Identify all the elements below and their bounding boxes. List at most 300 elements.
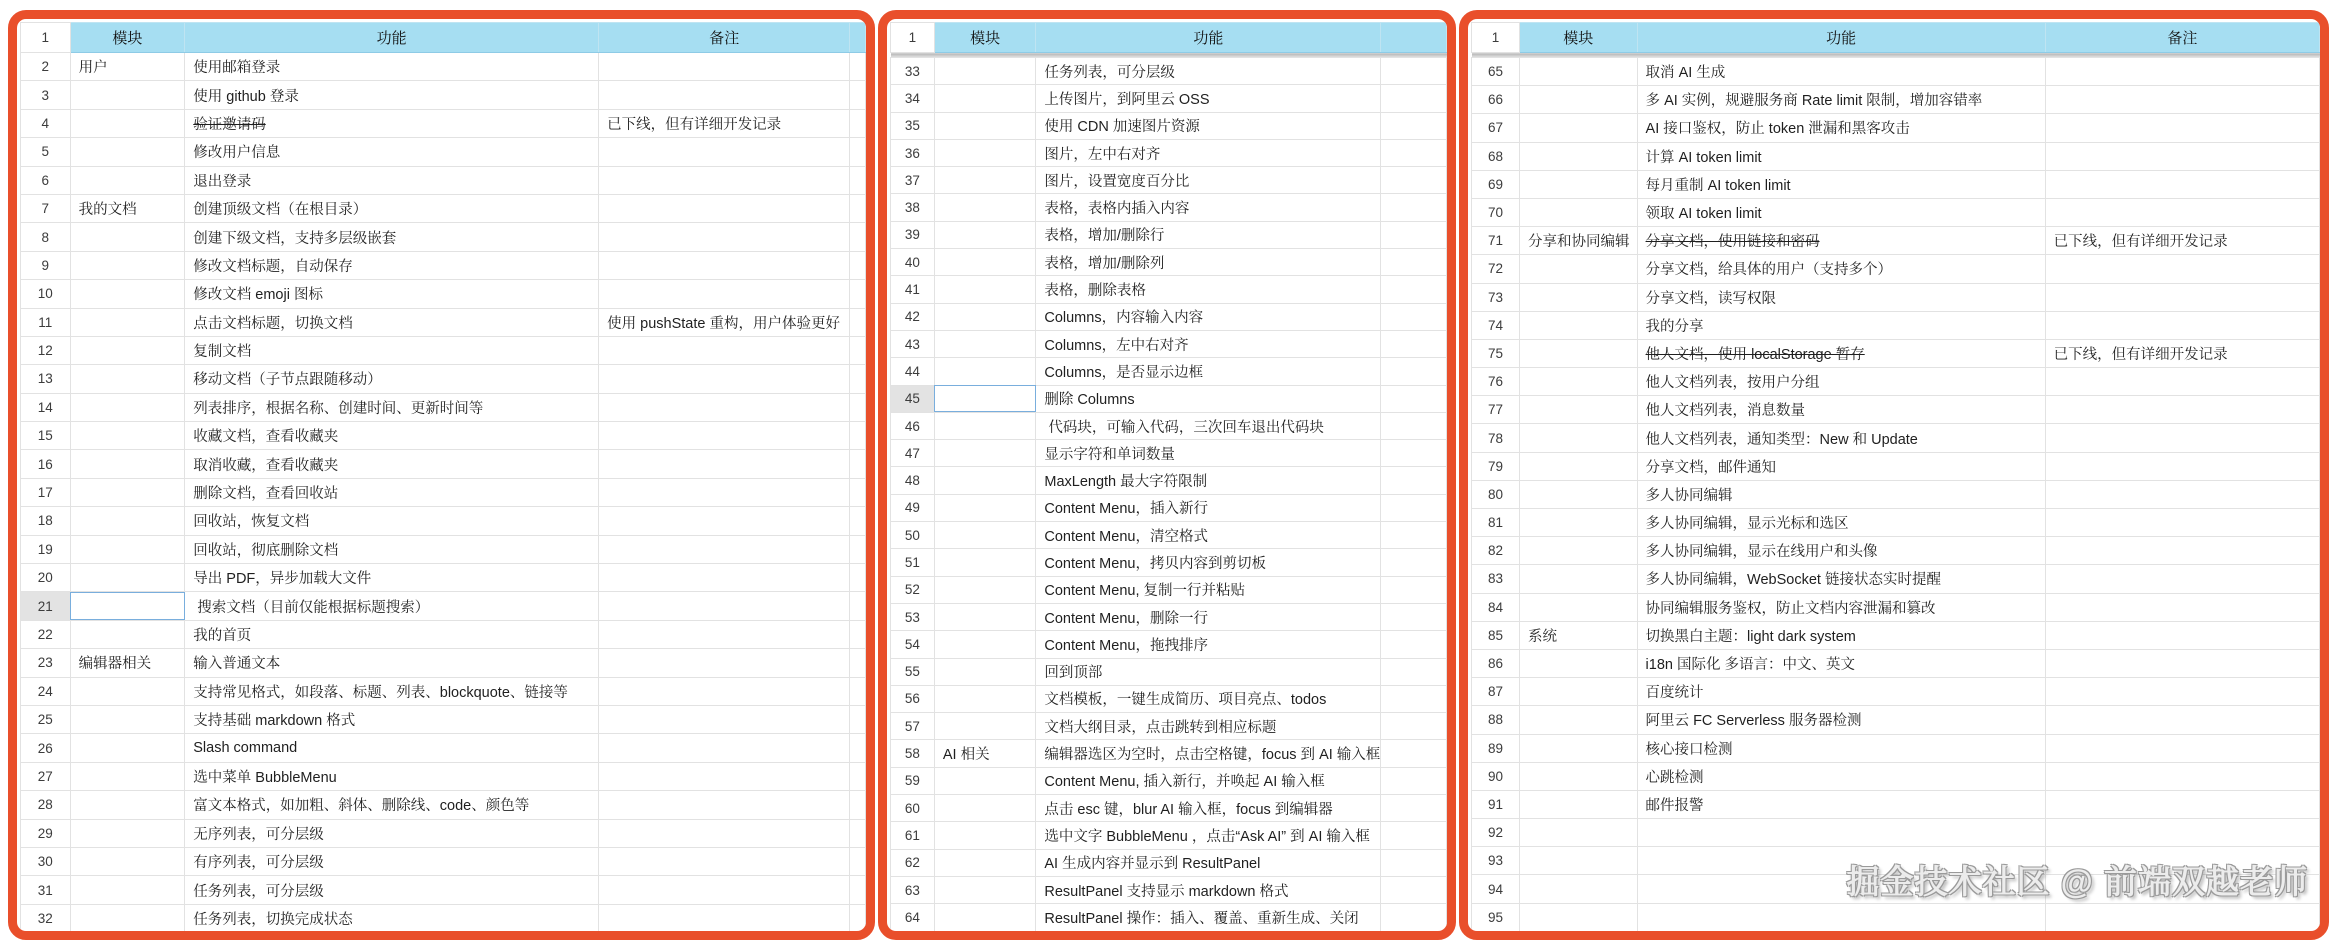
feature-cell[interactable]: 多人协同编辑: [1637, 480, 2045, 508]
feature-cell[interactable]: 分享文档，给具体的用户（支持多个）: [1637, 255, 2045, 283]
note-cell[interactable]: [2045, 86, 2319, 114]
feature-cell[interactable]: i18n 国际化 多语言：中文、英文: [1637, 649, 2045, 677]
note-cell[interactable]: [599, 592, 850, 620]
note-cell[interactable]: [2045, 396, 2319, 424]
note-cell[interactable]: [599, 847, 850, 875]
note-cell[interactable]: [599, 166, 850, 194]
feature-cell[interactable]: 多人协同编辑，WebSocket 链接状态实时提醒: [1637, 565, 2045, 593]
module-cell[interactable]: [1520, 339, 1638, 367]
row-number-cell[interactable]: 48: [891, 467, 935, 494]
header-row-number[interactable]: 1: [1472, 23, 1520, 53]
feature-cell[interactable]: 多人协同编辑，显示光标和选区: [1637, 509, 2045, 537]
row-number-cell[interactable]: 58: [891, 740, 935, 767]
module-cell[interactable]: 分享和协同编辑: [1520, 227, 1638, 255]
feature-cell[interactable]: AI 接口鉴权，防止 token 泄漏和黑客攻击: [1637, 114, 2045, 142]
row-number-cell[interactable]: 31: [21, 876, 71, 904]
module-cell[interactable]: [934, 685, 1036, 712]
row-number-cell[interactable]: 50: [891, 522, 935, 549]
column-header-module[interactable]: 模块: [934, 23, 1036, 53]
module-cell[interactable]: [70, 876, 185, 904]
feature-cell[interactable]: 代码块，可输入代码，三次回车退出代码块: [1036, 412, 1381, 439]
module-cell[interactable]: [1520, 424, 1638, 452]
column-header-feature[interactable]: 功能: [185, 23, 599, 53]
module-cell[interactable]: [70, 422, 185, 450]
module-cell[interactable]: [70, 365, 185, 393]
feature-cell[interactable]: 分享文档，邮件通知: [1637, 452, 2045, 480]
feature-cell[interactable]: Content Menu，插入新行: [1036, 494, 1381, 521]
feature-cell[interactable]: 编辑器选区为空时，点击空格键，focus 到 AI 输入框: [1036, 740, 1381, 767]
row-number-cell[interactable]: 14: [21, 393, 71, 421]
module-cell[interactable]: [70, 507, 185, 535]
note-cell[interactable]: [599, 876, 850, 904]
feature-cell[interactable]: 导出 PDF，异步加载大文件: [185, 564, 599, 592]
row-number-cell[interactable]: 90: [1472, 762, 1520, 790]
feature-cell[interactable]: 删除文档，查看回收站: [185, 478, 599, 506]
feature-cell[interactable]: 支持常见格式，如段落、标题、列表、blockquote、链接等: [185, 677, 599, 705]
row-number-cell[interactable]: 71: [1472, 227, 1520, 255]
row-number-cell[interactable]: 8: [21, 223, 71, 251]
module-cell[interactable]: [70, 308, 185, 336]
note-cell[interactable]: [599, 904, 850, 932]
note-cell[interactable]: [599, 53, 850, 81]
module-cell[interactable]: [70, 762, 185, 790]
feature-cell[interactable]: [1637, 875, 2045, 903]
module-cell[interactable]: [70, 791, 185, 819]
module-cell[interactable]: [1520, 706, 1638, 734]
module-cell[interactable]: [70, 280, 185, 308]
module-cell[interactable]: [1520, 790, 1638, 818]
note-cell[interactable]: [2045, 762, 2319, 790]
row-number-cell[interactable]: 33: [891, 58, 935, 85]
column-header-module[interactable]: 模块: [70, 23, 185, 53]
row-number-cell[interactable]: 79: [1472, 452, 1520, 480]
row-number-cell[interactable]: 54: [891, 631, 935, 658]
header-row-number[interactable]: 1: [891, 23, 935, 53]
note-cell[interactable]: [2045, 593, 2319, 621]
note-cell[interactable]: [599, 365, 850, 393]
feature-cell[interactable]: 计算 AI token limit: [1637, 142, 2045, 170]
module-cell[interactable]: [1520, 480, 1638, 508]
row-number-cell[interactable]: 17: [21, 478, 71, 506]
module-cell[interactable]: [1520, 86, 1638, 114]
module-cell[interactable]: 用户: [70, 53, 185, 81]
module-cell[interactable]: [934, 85, 1036, 112]
module-cell[interactable]: [1520, 396, 1638, 424]
feature-cell[interactable]: 显示字符和单词数量: [1036, 440, 1381, 467]
module-cell[interactable]: [1520, 198, 1638, 226]
module-cell[interactable]: [70, 847, 185, 875]
row-number-cell[interactable]: 91: [1472, 790, 1520, 818]
feature-cell[interactable]: Content Menu，清空格式: [1036, 522, 1381, 549]
row-number-cell[interactable]: 43: [891, 330, 935, 357]
module-cell[interactable]: [70, 166, 185, 194]
feature-cell[interactable]: 分享文档，读写权限: [1637, 283, 2045, 311]
row-number-cell[interactable]: 61: [891, 822, 935, 849]
feature-cell[interactable]: ResultPanel 操作：插入、覆盖、重新生成、关闭: [1036, 904, 1381, 931]
row-number-cell[interactable]: 89: [1472, 734, 1520, 762]
module-cell[interactable]: [934, 822, 1036, 849]
feature-cell[interactable]: Columns，是否显示边框: [1036, 358, 1381, 385]
row-number-cell[interactable]: 22: [21, 620, 71, 648]
module-cell[interactable]: [934, 112, 1036, 139]
row-number-cell[interactable]: 62: [891, 849, 935, 876]
feature-cell[interactable]: 修改文档 emoji 图标: [185, 280, 599, 308]
row-number-cell[interactable]: 76: [1472, 368, 1520, 396]
module-cell[interactable]: [934, 440, 1036, 467]
row-number-cell[interactable]: 47: [891, 440, 935, 467]
feature-cell[interactable]: 移动文档（子节点跟随移动）: [185, 365, 599, 393]
row-number-cell[interactable]: 36: [891, 139, 935, 166]
feature-cell[interactable]: 阿里云 FC Serverless 服务器检测: [1637, 706, 2045, 734]
module-cell[interactable]: [70, 819, 185, 847]
feature-cell[interactable]: 使用 CDN 加速图片资源: [1036, 112, 1381, 139]
feature-cell[interactable]: [1637, 819, 2045, 847]
row-number-cell[interactable]: 73: [1472, 283, 1520, 311]
note-cell[interactable]: [2045, 621, 2319, 649]
module-cell[interactable]: [934, 549, 1036, 576]
module-cell[interactable]: [70, 620, 185, 648]
module-cell[interactable]: [934, 603, 1036, 630]
feature-cell[interactable]: 文档模板，一键生成简历、项目亮点、todos: [1036, 685, 1381, 712]
row-number-cell[interactable]: 52: [891, 576, 935, 603]
row-number-cell[interactable]: 64: [891, 904, 935, 931]
note-cell[interactable]: [599, 251, 850, 279]
row-number-cell[interactable]: 21: [21, 592, 71, 620]
note-cell[interactable]: [2045, 198, 2319, 226]
feature-cell[interactable]: 收藏文档，查看收藏夹: [185, 422, 599, 450]
note-cell[interactable]: 已下线，但有详细开发记录: [2045, 227, 2319, 255]
module-cell[interactable]: [1520, 311, 1638, 339]
row-number-cell[interactable]: 41: [891, 276, 935, 303]
row-number-cell[interactable]: 5: [21, 138, 71, 166]
module-cell[interactable]: [1520, 734, 1638, 762]
row-number-cell[interactable]: 27: [21, 762, 71, 790]
row-number-cell[interactable]: 53: [891, 603, 935, 630]
module-cell[interactable]: [934, 358, 1036, 385]
row-number-cell[interactable]: 93: [1472, 847, 1520, 875]
row-number-cell[interactable]: 40: [891, 249, 935, 276]
column-header-note[interactable]: 备注: [599, 23, 850, 53]
row-number-cell[interactable]: 2: [21, 53, 71, 81]
module-cell[interactable]: [70, 109, 185, 137]
row-number-cell[interactable]: 85: [1472, 621, 1520, 649]
module-cell[interactable]: [934, 167, 1036, 194]
row-number-cell[interactable]: 15: [21, 422, 71, 450]
feature-cell[interactable]: 使用 github 登录: [185, 81, 599, 109]
column-header-note[interactable]: 备注: [2045, 23, 2319, 53]
module-cell[interactable]: [934, 303, 1036, 330]
note-cell[interactable]: [599, 450, 850, 478]
note-cell[interactable]: [599, 336, 850, 364]
feature-cell[interactable]: ResultPanel 支持显示 markdown 格式: [1036, 876, 1381, 903]
feature-cell[interactable]: 邮件报警: [1637, 790, 2045, 818]
note-cell[interactable]: 已下线，但有详细开发记录: [599, 109, 850, 137]
row-number-cell[interactable]: 69: [1472, 170, 1520, 198]
feature-cell[interactable]: 选中文字 BubbleMenu ，点击“Ask AI” 到 AI 输入框: [1036, 822, 1381, 849]
module-cell[interactable]: [934, 467, 1036, 494]
module-cell[interactable]: [1520, 593, 1638, 621]
module-cell[interactable]: [934, 849, 1036, 876]
module-cell[interactable]: [70, 904, 185, 932]
note-cell[interactable]: [2045, 368, 2319, 396]
row-number-cell[interactable]: 77: [1472, 396, 1520, 424]
module-cell[interactable]: [70, 592, 185, 620]
module-cell[interactable]: [70, 705, 185, 733]
module-cell[interactable]: 我的文档: [70, 194, 185, 222]
row-number-cell[interactable]: 37: [891, 167, 935, 194]
row-number-cell[interactable]: 80: [1472, 480, 1520, 508]
note-cell[interactable]: [2045, 142, 2319, 170]
module-cell[interactable]: [934, 385, 1036, 412]
module-cell[interactable]: [1520, 283, 1638, 311]
row-number-cell[interactable]: 16: [21, 450, 71, 478]
column-header-feature[interactable]: 功能: [1637, 23, 2045, 53]
row-number-cell[interactable]: 75: [1472, 339, 1520, 367]
note-cell[interactable]: [599, 819, 850, 847]
row-number-cell[interactable]: 66: [1472, 86, 1520, 114]
module-cell[interactable]: [934, 412, 1036, 439]
note-cell[interactable]: [599, 762, 850, 790]
row-number-cell[interactable]: 12: [21, 336, 71, 364]
module-cell[interactable]: [1520, 819, 1638, 847]
row-number-cell[interactable]: 44: [891, 358, 935, 385]
module-cell[interactable]: [1520, 142, 1638, 170]
row-number-cell[interactable]: 9: [21, 251, 71, 279]
row-number-cell[interactable]: 83: [1472, 565, 1520, 593]
note-cell[interactable]: [2045, 903, 2319, 931]
note-cell[interactable]: [2045, 819, 2319, 847]
module-cell[interactable]: [934, 904, 1036, 931]
module-cell[interactable]: [934, 767, 1036, 794]
row-number-cell[interactable]: 49: [891, 494, 935, 521]
feature-cell[interactable]: 他人文档列表，消息数量: [1637, 396, 2045, 424]
note-cell[interactable]: [2045, 255, 2319, 283]
feature-cell[interactable]: 验证邀请码: [185, 109, 599, 137]
feature-cell[interactable]: 取消 AI 生成: [1637, 58, 2045, 86]
feature-cell[interactable]: 我的分享: [1637, 311, 2045, 339]
feature-cell[interactable]: 无序列表，可分层级: [185, 819, 599, 847]
feature-cell[interactable]: 图片，设置宽度百分比: [1036, 167, 1381, 194]
note-cell[interactable]: [2045, 311, 2319, 339]
feature-cell[interactable]: 文档大纲目录，点击跳转到相应标题: [1036, 713, 1381, 740]
module-cell[interactable]: [1520, 170, 1638, 198]
module-cell[interactable]: [1520, 903, 1638, 931]
module-cell[interactable]: [934, 276, 1036, 303]
row-number-cell[interactable]: 26: [21, 734, 71, 762]
feature-cell[interactable]: 他人文档列表，按用户分组: [1637, 368, 2045, 396]
feature-cell[interactable]: 表格，增加/删除列: [1036, 249, 1381, 276]
module-cell[interactable]: [934, 494, 1036, 521]
note-cell[interactable]: [2045, 509, 2319, 537]
feature-cell[interactable]: 回到顶部: [1036, 658, 1381, 685]
note-cell[interactable]: [2045, 734, 2319, 762]
row-number-cell[interactable]: 81: [1472, 509, 1520, 537]
feature-cell[interactable]: 他人文档列表，通知类型：New 和 Update: [1637, 424, 2045, 452]
row-number-cell[interactable]: 3: [21, 81, 71, 109]
feature-cell[interactable]: 心跳检测: [1637, 762, 2045, 790]
row-number-cell[interactable]: 59: [891, 767, 935, 794]
module-cell[interactable]: 系统: [1520, 621, 1638, 649]
feature-cell[interactable]: 修改用户信息: [185, 138, 599, 166]
feature-cell[interactable]: 分享文档，使用链接和密码: [1637, 227, 2045, 255]
row-number-cell[interactable]: 87: [1472, 678, 1520, 706]
row-number-cell[interactable]: 32: [21, 904, 71, 932]
module-cell[interactable]: [934, 576, 1036, 603]
module-cell[interactable]: [1520, 58, 1638, 86]
feature-cell[interactable]: 使用邮箱登录: [185, 53, 599, 81]
row-number-cell[interactable]: 18: [21, 507, 71, 535]
feature-cell[interactable]: [1637, 903, 2045, 931]
note-cell[interactable]: [2045, 114, 2319, 142]
row-number-cell[interactable]: 24: [21, 677, 71, 705]
module-cell[interactable]: [70, 450, 185, 478]
feature-cell[interactable]: 上传图片，到阿里云 OSS: [1036, 85, 1381, 112]
module-cell[interactable]: [70, 677, 185, 705]
note-cell[interactable]: [2045, 678, 2319, 706]
feature-cell[interactable]: 回收站，彻底删除文档: [185, 535, 599, 563]
row-number-cell[interactable]: 63: [891, 876, 935, 903]
feature-cell[interactable]: 多 AI 实例，规避服务商 Rate limit 限制，增加容错率: [1637, 86, 2045, 114]
module-cell[interactable]: [1520, 368, 1638, 396]
feature-cell[interactable]: 列表排序，根据名称、创建时间、更新时间等: [185, 393, 599, 421]
module-cell[interactable]: [934, 139, 1036, 166]
row-number-cell[interactable]: 78: [1472, 424, 1520, 452]
module-cell[interactable]: [934, 876, 1036, 903]
note-cell[interactable]: [599, 649, 850, 677]
row-number-cell[interactable]: 6: [21, 166, 71, 194]
row-number-cell[interactable]: 11: [21, 308, 71, 336]
feature-cell[interactable]: 输入普通文本: [185, 649, 599, 677]
note-cell[interactable]: [2045, 649, 2319, 677]
row-number-cell[interactable]: 84: [1472, 593, 1520, 621]
note-cell[interactable]: [2045, 170, 2319, 198]
row-number-cell[interactable]: 19: [21, 535, 71, 563]
row-number-cell[interactable]: 70: [1472, 198, 1520, 226]
note-cell[interactable]: [599, 677, 850, 705]
module-cell[interactable]: [1520, 875, 1638, 903]
row-number-cell[interactable]: 46: [891, 412, 935, 439]
note-cell[interactable]: [599, 564, 850, 592]
row-number-cell[interactable]: 74: [1472, 311, 1520, 339]
feature-cell[interactable]: 百度统计: [1637, 678, 2045, 706]
feature-cell[interactable]: 任务列表，可分层级: [1036, 58, 1381, 85]
note-cell[interactable]: [2045, 790, 2319, 818]
row-number-cell[interactable]: 13: [21, 365, 71, 393]
note-cell[interactable]: [599, 478, 850, 506]
module-cell[interactable]: [70, 478, 185, 506]
feature-cell[interactable]: Content Menu，拷贝内容到剪切板: [1036, 549, 1381, 576]
row-number-cell[interactable]: 42: [891, 303, 935, 330]
note-cell[interactable]: [2045, 283, 2319, 311]
note-cell[interactable]: [2045, 452, 2319, 480]
module-cell[interactable]: [70, 251, 185, 279]
row-number-cell[interactable]: 45: [891, 385, 935, 412]
row-number-cell[interactable]: 92: [1472, 819, 1520, 847]
row-number-cell[interactable]: 65: [1472, 58, 1520, 86]
row-number-cell[interactable]: 55: [891, 658, 935, 685]
feature-cell[interactable]: 创建下级文档，支持多层级嵌套: [185, 223, 599, 251]
module-cell[interactable]: [70, 535, 185, 563]
row-number-cell[interactable]: 95: [1472, 903, 1520, 931]
row-number-cell[interactable]: 86: [1472, 649, 1520, 677]
note-cell[interactable]: [599, 138, 850, 166]
row-number-cell[interactable]: 23: [21, 649, 71, 677]
feature-cell[interactable]: 创建顶级文档（在根目录）: [185, 194, 599, 222]
module-cell[interactable]: [934, 58, 1036, 85]
feature-cell[interactable]: Content Menu, 复制一行并粘贴: [1036, 576, 1381, 603]
note-cell[interactable]: [2045, 847, 2319, 875]
note-cell[interactable]: [599, 223, 850, 251]
feature-cell[interactable]: 多人协同编辑，显示在线用户和头像: [1637, 537, 2045, 565]
feature-cell[interactable]: 删除 Columns: [1036, 385, 1381, 412]
module-cell[interactable]: [1520, 649, 1638, 677]
feature-cell[interactable]: 表格，删除表格: [1036, 276, 1381, 303]
feature-cell[interactable]: 协同编辑服务鉴权，防止文档内容泄漏和篡改: [1637, 593, 2045, 621]
note-cell[interactable]: [2045, 480, 2319, 508]
row-number-cell[interactable]: 88: [1472, 706, 1520, 734]
feature-cell[interactable]: 修改文档标题，自动保存: [185, 251, 599, 279]
feature-cell[interactable]: 有序列表，可分层级: [185, 847, 599, 875]
feature-cell[interactable]: 取消收藏，查看收藏夹: [185, 450, 599, 478]
feature-cell[interactable]: 支持基础 markdown 格式: [185, 705, 599, 733]
feature-cell[interactable]: Content Menu，删除一行: [1036, 603, 1381, 630]
row-number-cell[interactable]: 72: [1472, 255, 1520, 283]
module-cell[interactable]: [934, 249, 1036, 276]
module-cell[interactable]: [70, 138, 185, 166]
note-cell[interactable]: [599, 734, 850, 762]
module-cell[interactable]: [934, 330, 1036, 357]
module-cell[interactable]: [70, 336, 185, 364]
feature-cell[interactable]: 每月重制 AI token limit: [1637, 170, 2045, 198]
row-number-cell[interactable]: 29: [21, 819, 71, 847]
note-cell[interactable]: [599, 194, 850, 222]
feature-cell[interactable]: 核心接口检测: [1637, 734, 2045, 762]
module-cell[interactable]: [934, 658, 1036, 685]
module-cell[interactable]: 编辑器相关: [70, 649, 185, 677]
module-cell[interactable]: [1520, 452, 1638, 480]
row-number-cell[interactable]: 57: [891, 713, 935, 740]
row-number-cell[interactable]: 51: [891, 549, 935, 576]
feature-cell[interactable]: Content Menu，拖拽排序: [1036, 631, 1381, 658]
feature-cell[interactable]: 退出登录: [185, 166, 599, 194]
note-cell[interactable]: [2045, 875, 2319, 903]
note-cell[interactable]: [599, 507, 850, 535]
feature-cell[interactable]: 领取 AI token limit: [1637, 198, 2045, 226]
note-cell[interactable]: [599, 705, 850, 733]
note-cell[interactable]: [599, 280, 850, 308]
column-header-feature[interactable]: 功能: [1036, 23, 1381, 53]
feature-cell[interactable]: MaxLength 最大字符限制: [1036, 467, 1381, 494]
module-cell[interactable]: [934, 795, 1036, 822]
row-number-cell[interactable]: 30: [21, 847, 71, 875]
module-cell[interactable]: [1520, 537, 1638, 565]
feature-cell[interactable]: Columns，左中右对齐: [1036, 330, 1381, 357]
feature-cell[interactable]: 表格，表格内插入内容: [1036, 194, 1381, 221]
feature-cell[interactable]: AI 生成内容并显示到 ResultPanel: [1036, 849, 1381, 876]
note-cell[interactable]: [2045, 58, 2319, 86]
feature-cell[interactable]: 回收站，恢复文档: [185, 507, 599, 535]
module-cell[interactable]: [1520, 255, 1638, 283]
row-number-cell[interactable]: 10: [21, 280, 71, 308]
row-number-cell[interactable]: 38: [891, 194, 935, 221]
module-cell[interactable]: [70, 393, 185, 421]
feature-cell[interactable]: 我的首页: [185, 620, 599, 648]
module-cell[interactable]: [1520, 847, 1638, 875]
row-number-cell[interactable]: 28: [21, 791, 71, 819]
feature-cell[interactable]: 任务列表，切换完成状态: [185, 904, 599, 932]
row-number-cell[interactable]: 60: [891, 795, 935, 822]
row-number-cell[interactable]: 82: [1472, 537, 1520, 565]
